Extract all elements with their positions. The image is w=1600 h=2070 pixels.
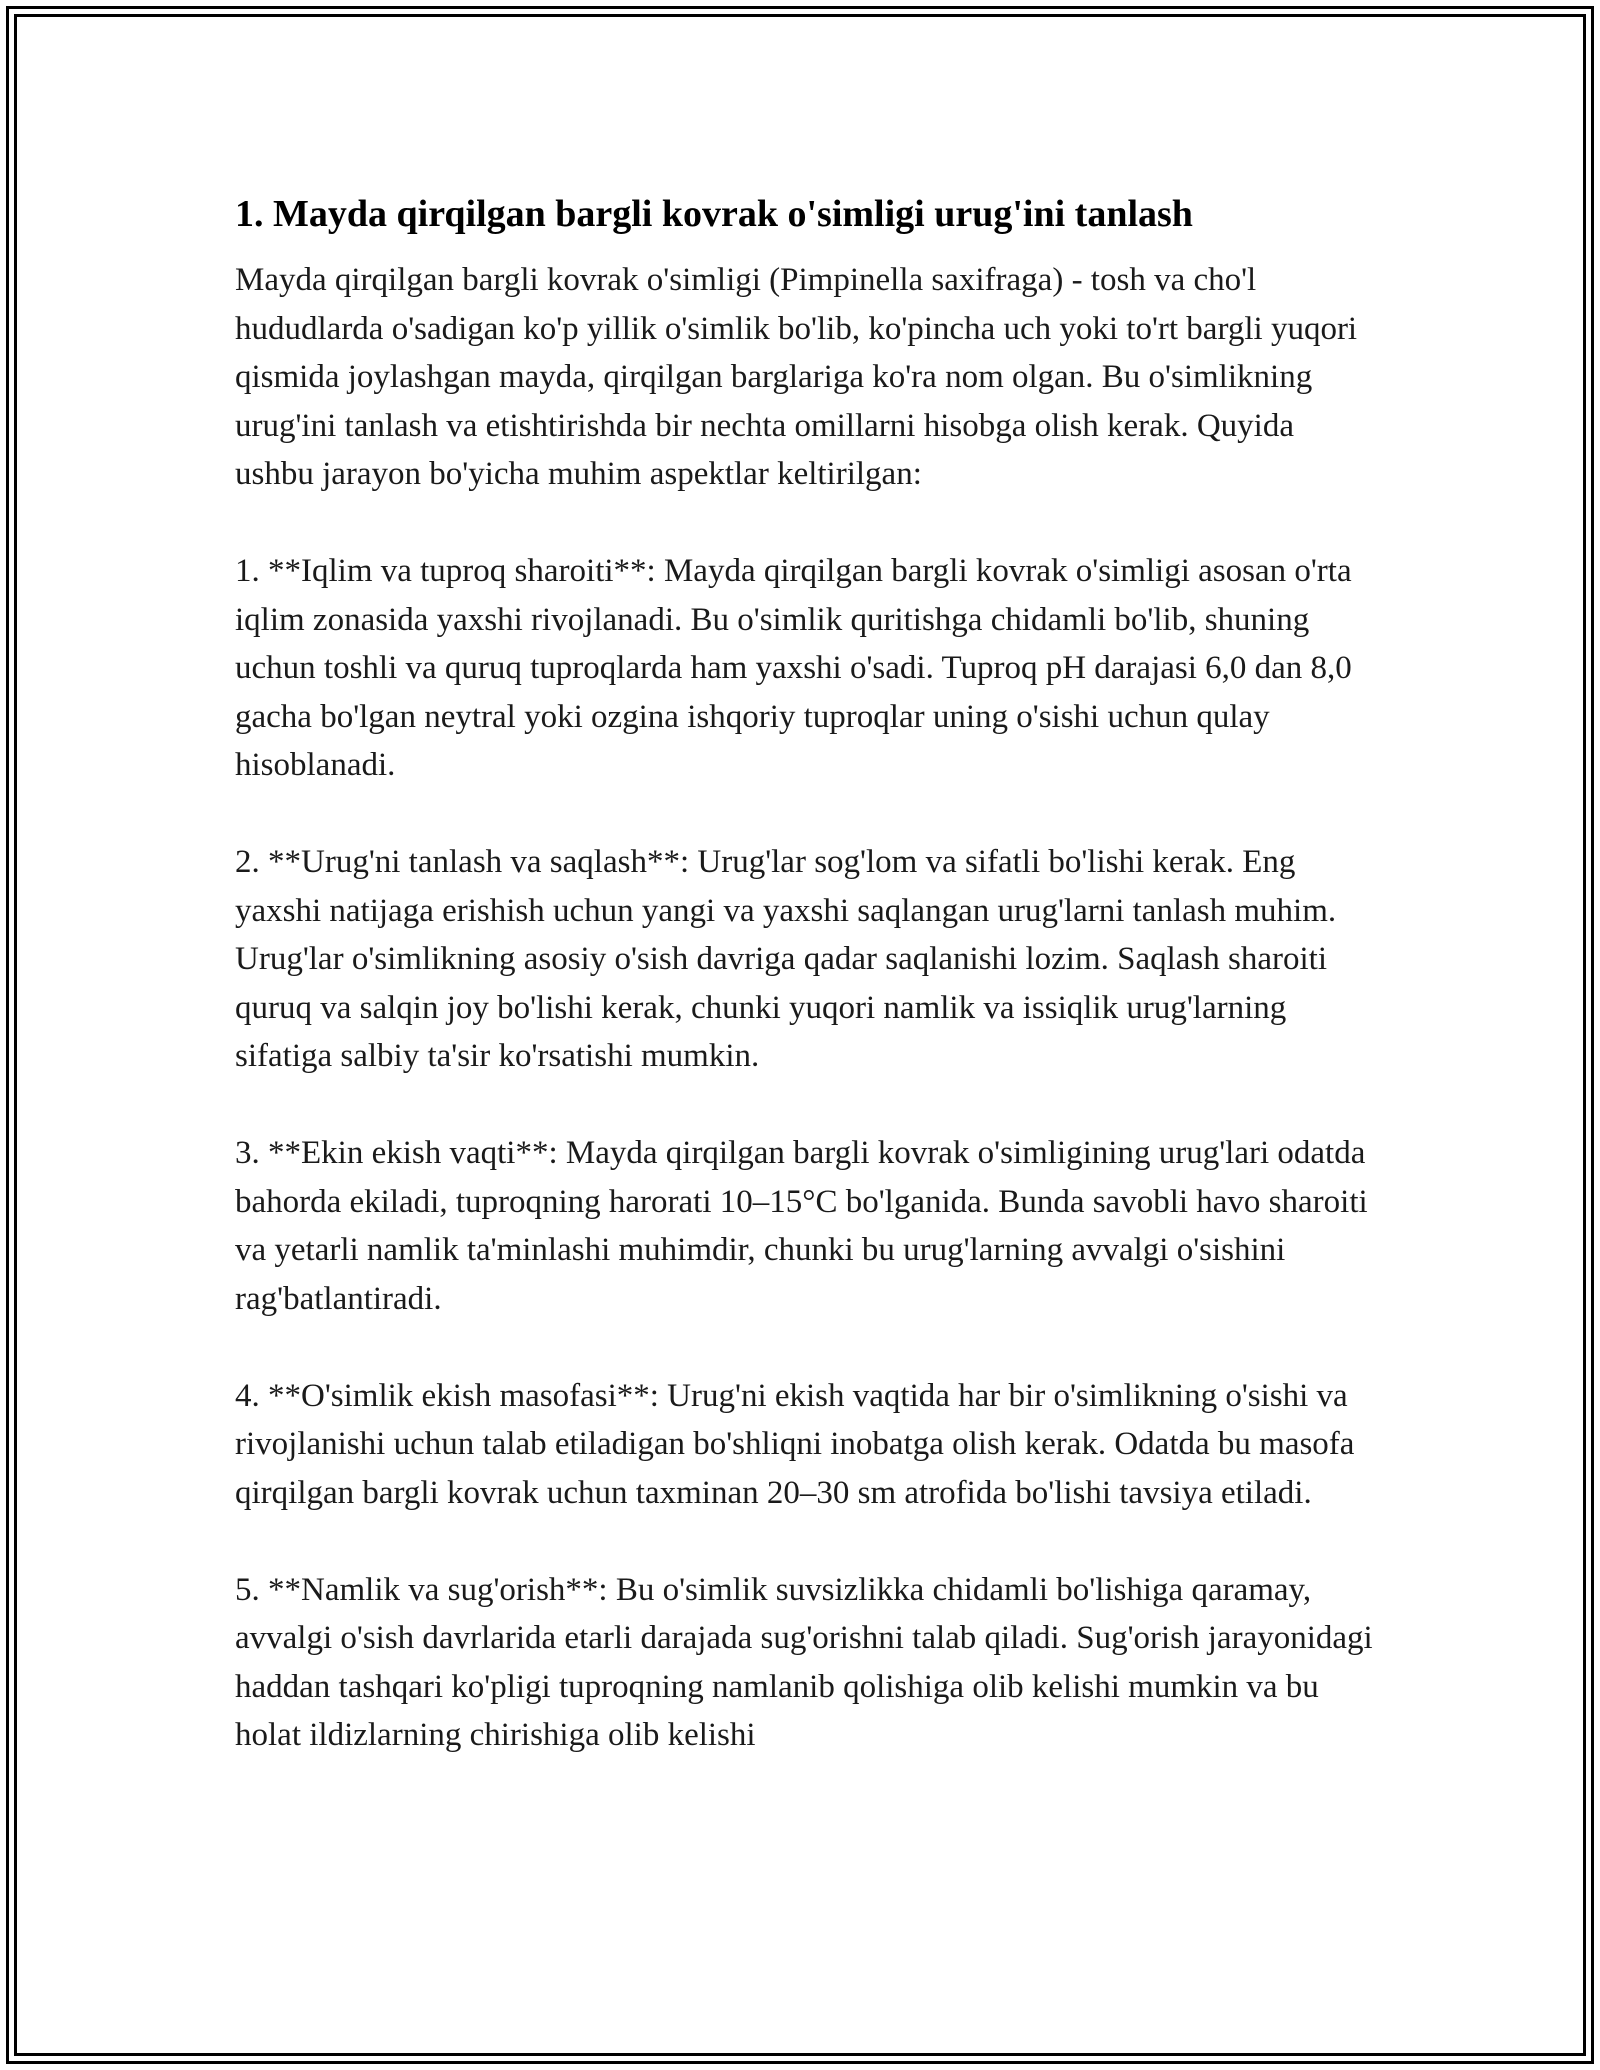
paragraph-sowing-time: 3. **Ekin ekish vaqti**: Mayda qirqilgan bargli kovrak o'simligining urug'lari odatda bahorda ekiladi, tuproqning harorati 10–15°C bo'lganida. Bunda savobli havo sharoiti va yetarli namlik ta'minlashi muhimdir, chunki bu urug'larning avvalgi o'sishini rag'batlantiradi. bbox=[235, 1135, 1368, 1317]
paragraph-seed-selection: 2. **Urug'ni tanlash va saqlash**: Urug'lar sog'lom va sifatli bo'lishi kerak. Eng yaxshi natijaga erishish uchun yangi va yaxshi saqlangan urug'larni tanlash muhim. Urug'lar o'simlikning asosiy o'sish davriga qadar saqlanishi lozim. Saqlash sharoiti quruq va salqin joy bo'lishi kerak, chunki yuqori namlik va issiqlik urug'larning sifatiga salbiy ta'sir ko'rsatishi mumkin. bbox=[235, 844, 1337, 1074]
paragraph-planting-distance: 4. **O'simlik ekish masofasi**: Urug'ni ekish vaqtida har bir o'simlikning o'sishi va rivojlanishi uchun talab etiladigan bo'shliqni inobatga olish kerak. Odatda bu masofa qirqilgan bargli kovrak uchun taxminan 20–30 sm atrofida bo'lishi tavsiya etiladi. bbox=[235, 1377, 1355, 1511]
paragraph-climate-soil: 1. **Iqlim va tuproq sharoiti**: Mayda qirqilgan bargli kovrak o'simligi asosan o'rta iqlim zonasida yaxshi rivojlanadi. Bu o'simlik quritishga chidamli bo'lib, shuning uchun toshli va quruq tuproqlarda ham yaxshi o'sadi. Tuproq pH darajasi 6,0 dan 8,0 gacha bo'lgan neytral yoki ozgina ishqoriy tuproqlar uning o'sishi uchun qulay hisoblanadi. bbox=[235, 553, 1352, 783]
document-body bbox=[235, 186, 1375, 1808]
paragraph-watering: 5. **Namlik va sug'orish**: Bu o'simlik suvsizlikka chidamli bo'lishiga qaramay, avvalgi o'sish davrlarida etarli darajada sug'orishni talab qiladi. Sug'orish jarayonidagi haddan tashqari ko'pligi tuproqning namlanib qolishiga olib kelishi mumkin va bu holat ildizlarning chirishiga olib kelishi bbox=[235, 1571, 1373, 1753]
intro-paragraph: Mayda qirqilgan bargli kovrak o'simligi (Pimpinella saxifraga) - tosh va cho'l hududlarda o'sadigan ko'p yillik o'simlik bo'lib, ko'pincha uch yoki to'rt bargli yuqori qismida joylashgan mayda, qirqilgan barglariga ko'ra nom olgan. Bu o'simlikning urug'ini tanlash va etishtirishda bir nechta omillarni hisobga olish kerak. Quyida ushbu jarayon bo'yicha muhim aspektlar keltirilgan: bbox=[235, 262, 1358, 492]
document-title: 1. Mayda qirqilgan bargli kovrak o'simligi urug'ini tanlash bbox=[235, 193, 1193, 235]
